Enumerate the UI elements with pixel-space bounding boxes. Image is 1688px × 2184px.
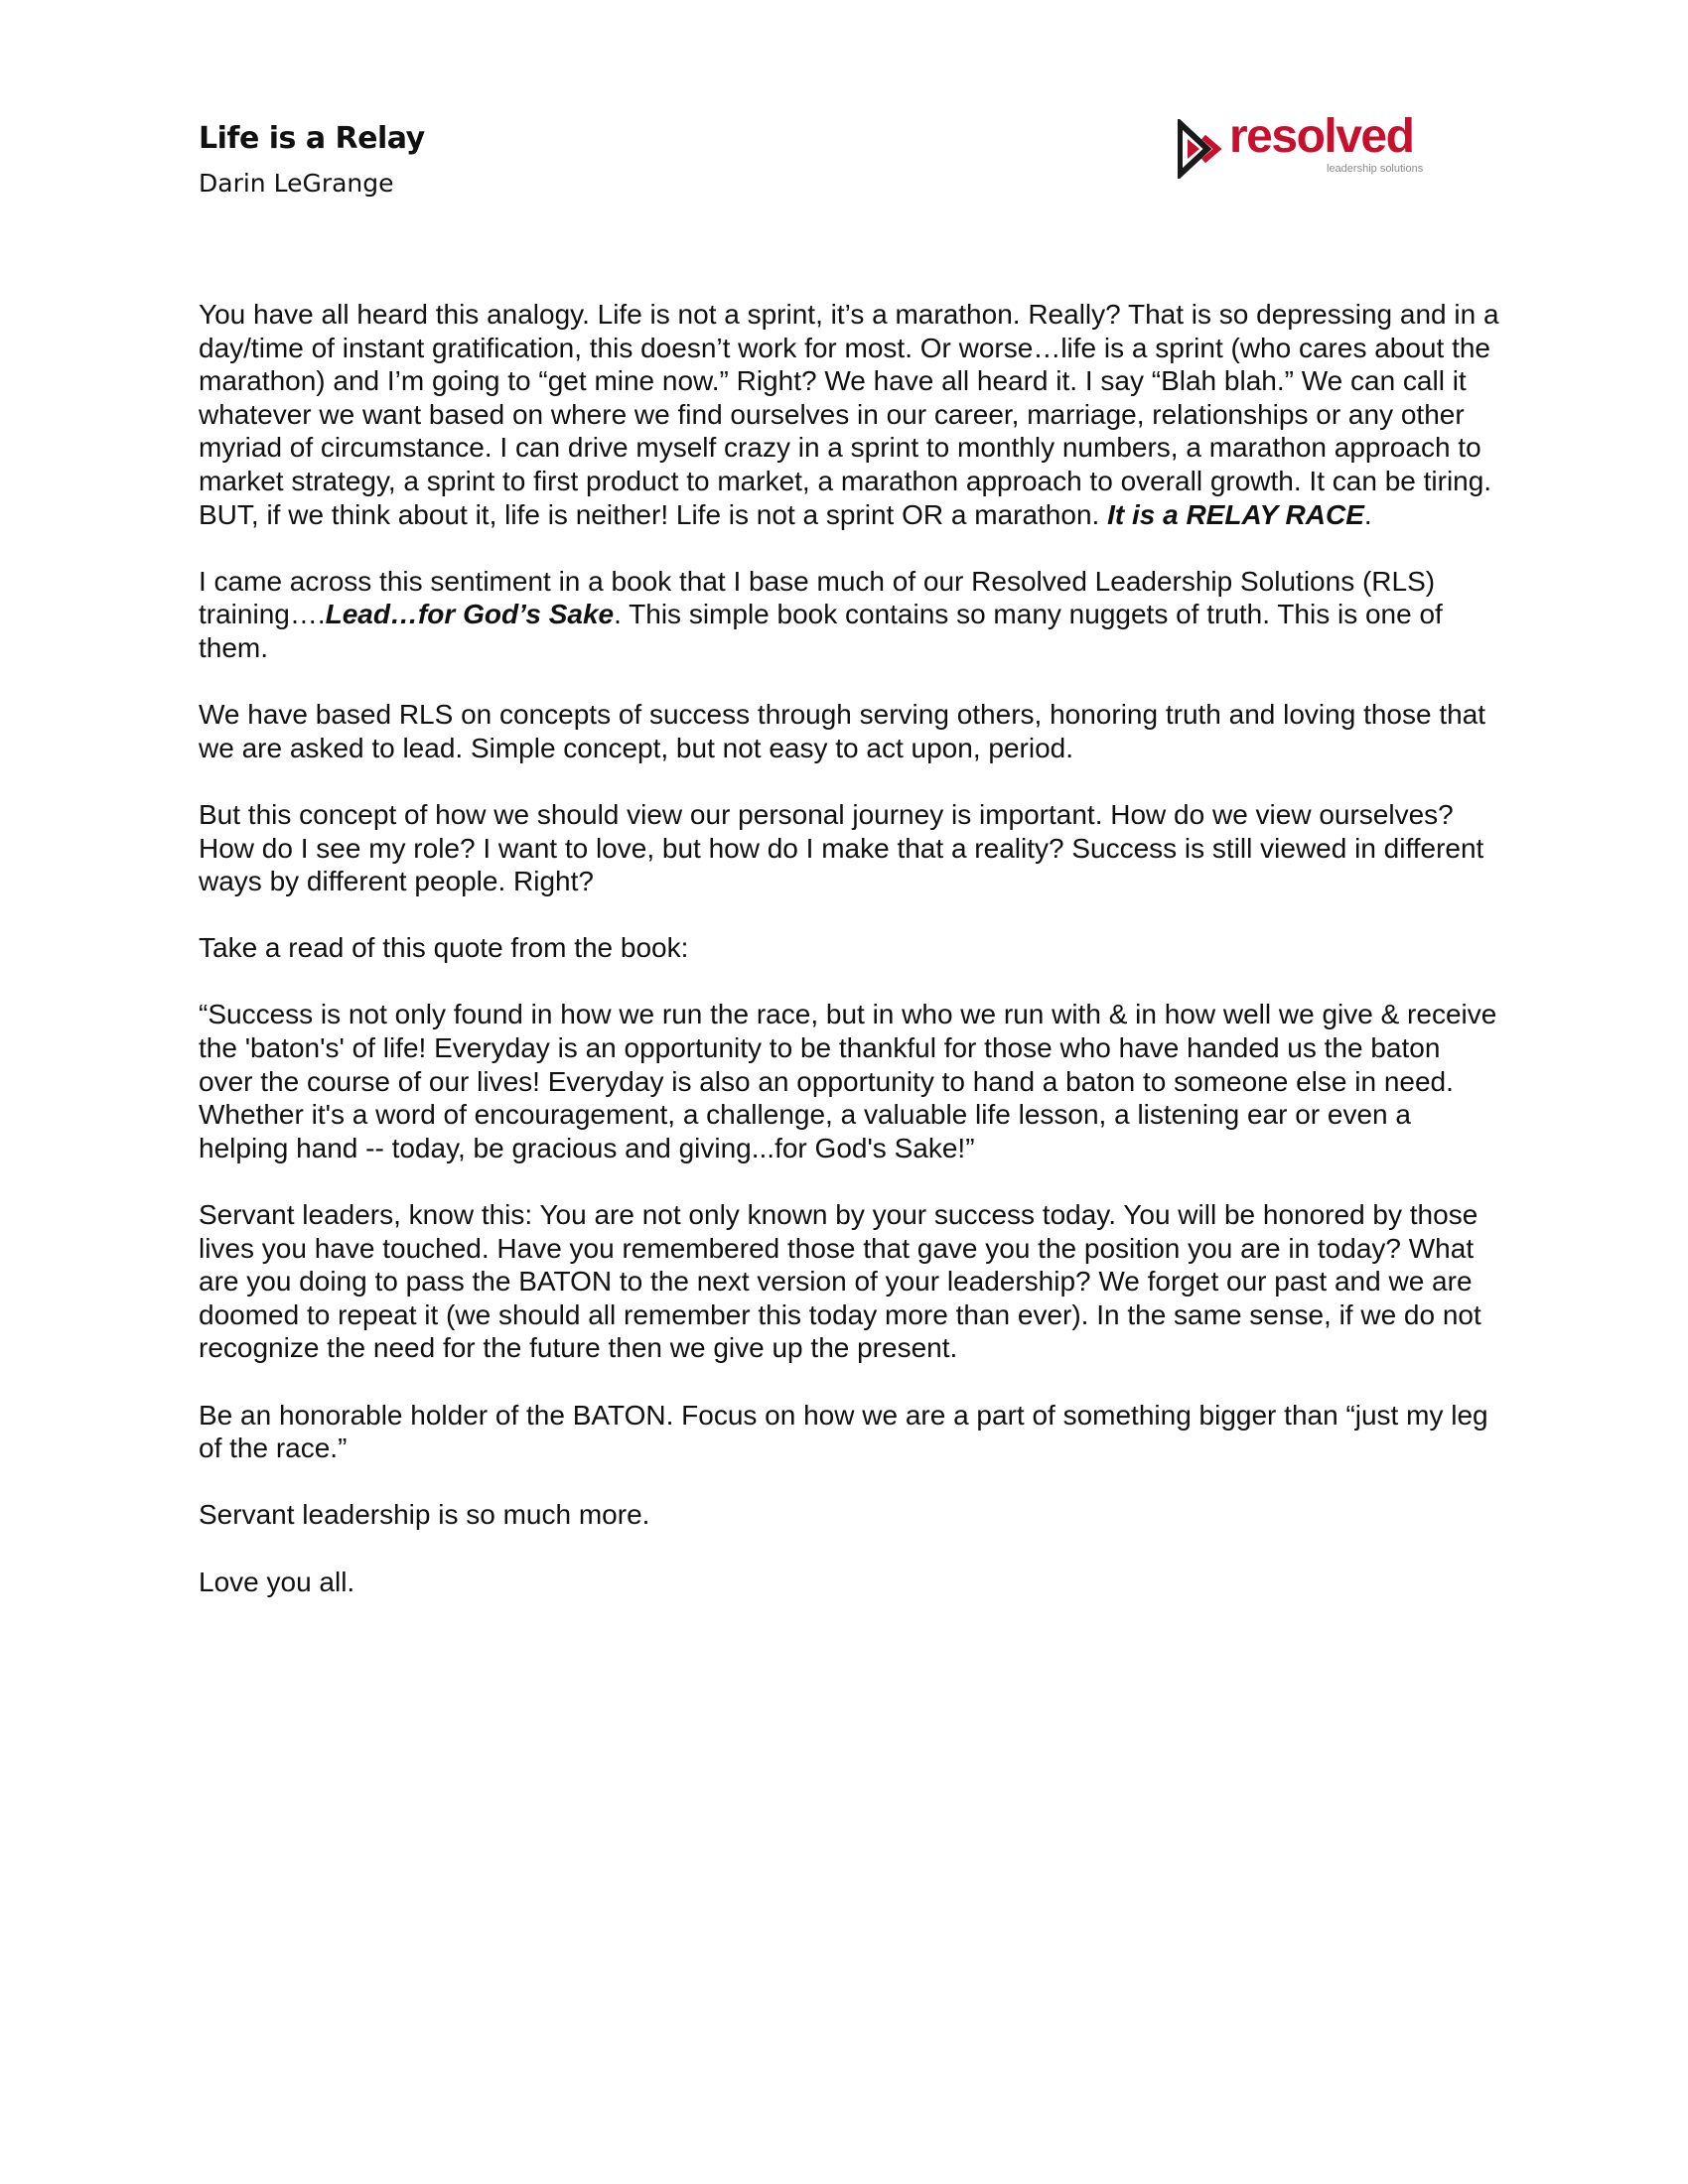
paragraph-4: But this concept of how we should view our personal journey is important. How do we view ourselves? How do I see my role? I want to love, but how do I make that a reality? Success is still viewed in different ways by different people. Right? [199,798,1484,897]
resolved-logo-icon [1178,119,1227,179]
logo-tagline: leadership solutions [1327,163,1424,175]
paragraph-1 [199,298,1499,531]
paragraph-1-text: You have all heard this analogy. Life is not a sprint, it’s a marathon. Really? That is so depressing and in a day/time of instant gratification, this doesn’t work for most. Or worse…life is a sprint (who cares about the marathon) and I’m going to “get mine now.” Right? We have all heard it. I say “Blah blah.” We can call it whatever we want based on where we find ourselves in our career, marriage, relationships or any other myriad of circumstance. I can drive myself crazy in a sprint to monthly numbers, a marathon approach to market strategy, a sprint to first product to market, a marathon approach to overall growth. It can be tiring. BUT, if we think about it, life is neither! Life is not a sprint OR a marathon. [199,299,1499,530]
paragraph-5: Take a read of this quote from the book: [199,932,689,964]
paragraph-9: Servant leadership is so much more. [199,1499,650,1531]
quote-paragraph: “Success is not only found in how we run the race, but in who we run with & in how well we give & receive the 'baton's' of life! Everyday is an opportunity to be thankful for those who have handed us the baton over the course of our lives! Everyday is also an opportunity to hand a baton to someone else in need. Whether it's a word of encouragement, a challenge, a valuable life lesson, a listening ear or even a helping hand -- today, be gracious and giving...for God's Sake!” [199,999,1497,1163]
relay-race-emphasis: It is a RELAY RACE [1107,498,1364,530]
paragraph-2 [199,565,1499,665]
book-title-emphasis: Lead…for God’s Sake [325,599,615,630]
paragraph-1-end: . [1363,498,1372,530]
document-author: Darin LeGrange [199,169,394,198]
paragraph-2-end: . This simple book contains so many nuggets of truth. This is one of them. [199,599,1443,663]
paragraph-8: Be an honorable holder of the BATON. Focus on how we are a part of something bigger than “just my leg of the race.” [199,1399,1488,1464]
resolved-logo [1178,110,1426,183]
logo-wordmark: resolved [1229,110,1414,163]
document-title: Life is a Relay [199,121,425,156]
paragraph-2-text: I came across this sentiment in a book that I base much of our Resolved Leadership Solutions (RLS) training…. [199,565,1436,630]
article-body [199,298,1499,1632]
paragraph-7: Servant leaders, know this: You are not only known by your success today. You will be honored by those lives you have touched. Have you remembered those that gave you the position you are in today? What are you doing to pass the BATON to the next version of your leadership? We forget our past and we are doomed to repeat it (we should all remember this today more than ever). In the same sense, if we do not recognize the need for the future then we give up the present. [199,1199,1481,1364]
document-header [199,110,1489,218]
paragraph-3: We have based RLS on concepts of success through serving others, honoring truth and loving those that we are asked to lead. Simple concept, but not easy to act upon, period. [199,699,1486,763]
closing-line: Love you all. [199,1566,355,1597]
